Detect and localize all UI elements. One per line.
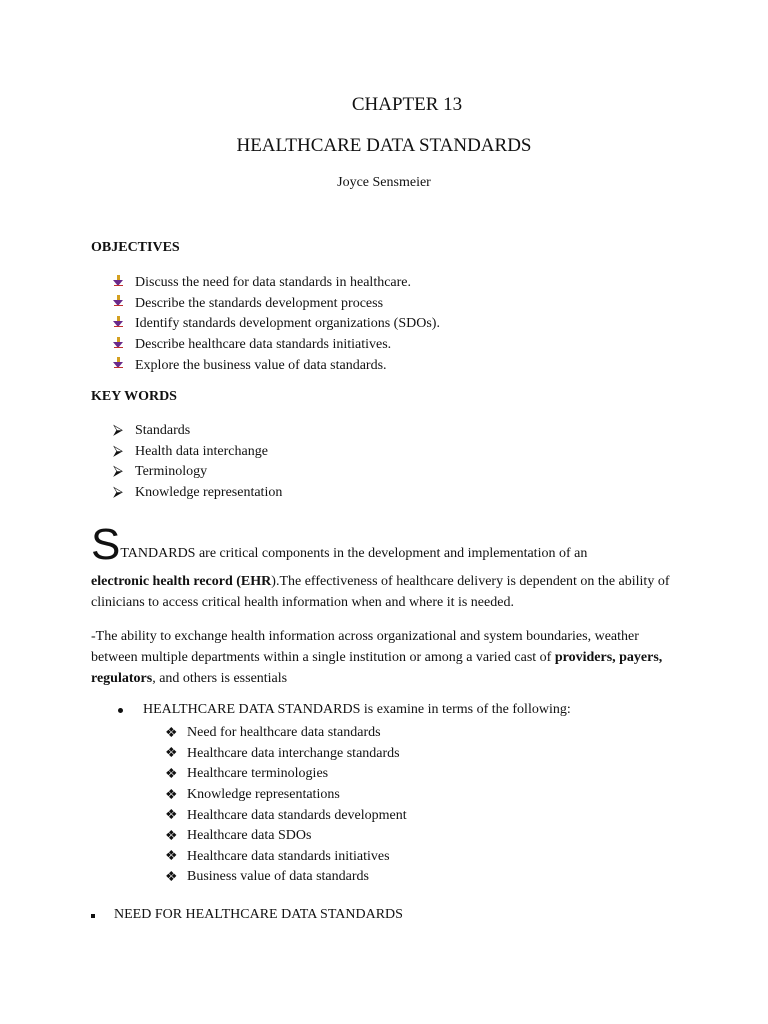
examine-item-text: Healthcare data SDOs (187, 828, 312, 844)
chapter-number: CHAPTER 13 (351, 94, 463, 115)
list-item (113, 273, 440, 294)
arrowhead-right-icon: ⮚ (113, 485, 123, 501)
keywords-list (113, 421, 282, 503)
examine-list (165, 723, 407, 888)
objective-text: Describe the standards development process (135, 295, 384, 311)
objective-text: Describe healthcare data standards initiatives. (135, 337, 392, 353)
drop-cap: S (91, 520, 121, 569)
next-section-row (91, 907, 403, 923)
exchange-text: -The ability to exchange health information across organizational and system boundaries, weather between multiple departments within a single institution or among a varied cast of (91, 629, 639, 665)
list-item (165, 723, 407, 744)
arrow-down-bullet-icon (113, 295, 135, 312)
list-item (165, 785, 407, 806)
list-item (165, 805, 407, 826)
diamond-cluster-icon: ❖ (165, 766, 178, 782)
ehr-term: electronic health record (EHR (91, 574, 272, 589)
arrow-down-bullet-icon (113, 316, 135, 333)
exchange-tail: , and others is essentials (152, 671, 288, 686)
arrowhead-right-icon: ⮚ (113, 423, 123, 439)
bullet-dot-icon (118, 702, 143, 718)
arrow-down-bullet-icon (113, 357, 135, 374)
list-item (165, 826, 407, 847)
author-name: Joyce Sensmeier (337, 175, 431, 190)
diamond-cluster-icon: ❖ (165, 869, 178, 885)
keyword-text: Terminology (135, 464, 208, 480)
diamond-cluster-icon: ❖ (165, 828, 178, 844)
objective-text: Explore the business value of data standards. (135, 357, 387, 373)
list-item (165, 744, 407, 765)
examine-heading: HEALTHCARE DATA STANDARDS is examine in terms of the following: (143, 702, 571, 717)
objective-text: Discuss the need for data standards in healthcare. (135, 275, 412, 291)
diamond-cluster-icon: ❖ (165, 746, 178, 762)
examine-item-text: Healthcare terminologies (187, 766, 329, 782)
arrowhead-right-icon: ⮚ (113, 464, 123, 480)
examine-item-text: Business value of data standards (187, 869, 369, 885)
arrow-down-bullet-icon (113, 275, 135, 292)
diamond-cluster-icon: ❖ (165, 725, 178, 741)
objective-text: Identify standards development organizations (SDOs). (135, 316, 440, 332)
keyword-text: Health data interchange (135, 443, 268, 459)
keywords-heading: KEY WORDS (91, 389, 177, 404)
list-item (113, 442, 282, 463)
list-item (113, 335, 440, 356)
arrowhead-right-icon: ⮚ (113, 443, 123, 459)
intro-rest: ).The effectiveness of healthcare delivery is dependent on the ability of clinicians to access critical health information when and where it is needed. (91, 574, 670, 610)
diamond-cluster-icon: ❖ (165, 808, 178, 824)
list-item (113, 314, 440, 335)
list-item (113, 355, 440, 376)
examine-heading-row (118, 702, 571, 718)
examine-item-text: Knowledge representations (187, 787, 340, 803)
list-item (113, 421, 282, 442)
diamond-cluster-icon: ❖ (165, 787, 178, 803)
list-item (165, 764, 407, 785)
objectives-heading: OBJECTIVES (91, 240, 180, 255)
list-item (165, 867, 407, 888)
examine-item-text: Healthcare data interchange standards (187, 745, 400, 761)
examine-item-text: Healthcare data standards development (187, 807, 407, 823)
list-item (113, 462, 282, 483)
arrow-down-bullet-icon (113, 337, 135, 354)
diamond-cluster-icon: ❖ (165, 849, 178, 865)
square-bullet-icon (91, 907, 114, 923)
list-item (165, 847, 407, 868)
next-section-heading: NEED FOR HEALTHCARE DATA STANDARDS (114, 907, 403, 922)
intro-lead: TANDARDS are critical components in the development and implementation of an (120, 546, 588, 561)
chapter-title: HEALTHCARE DATA STANDARDS (236, 135, 532, 156)
list-item (113, 294, 440, 315)
exchange-paragraph (91, 626, 671, 689)
intro-paragraph (91, 520, 671, 613)
keyword-text: Knowledge representation (135, 485, 283, 501)
examine-item-text: Need for healthcare data standards (187, 725, 381, 741)
examine-item-text: Healthcare data standards initiatives (187, 848, 390, 864)
keyword-text: Standards (135, 423, 191, 439)
list-item (113, 483, 282, 504)
objectives-list (113, 273, 440, 376)
stakeholders-term: providers, payers, regulators (91, 650, 663, 686)
